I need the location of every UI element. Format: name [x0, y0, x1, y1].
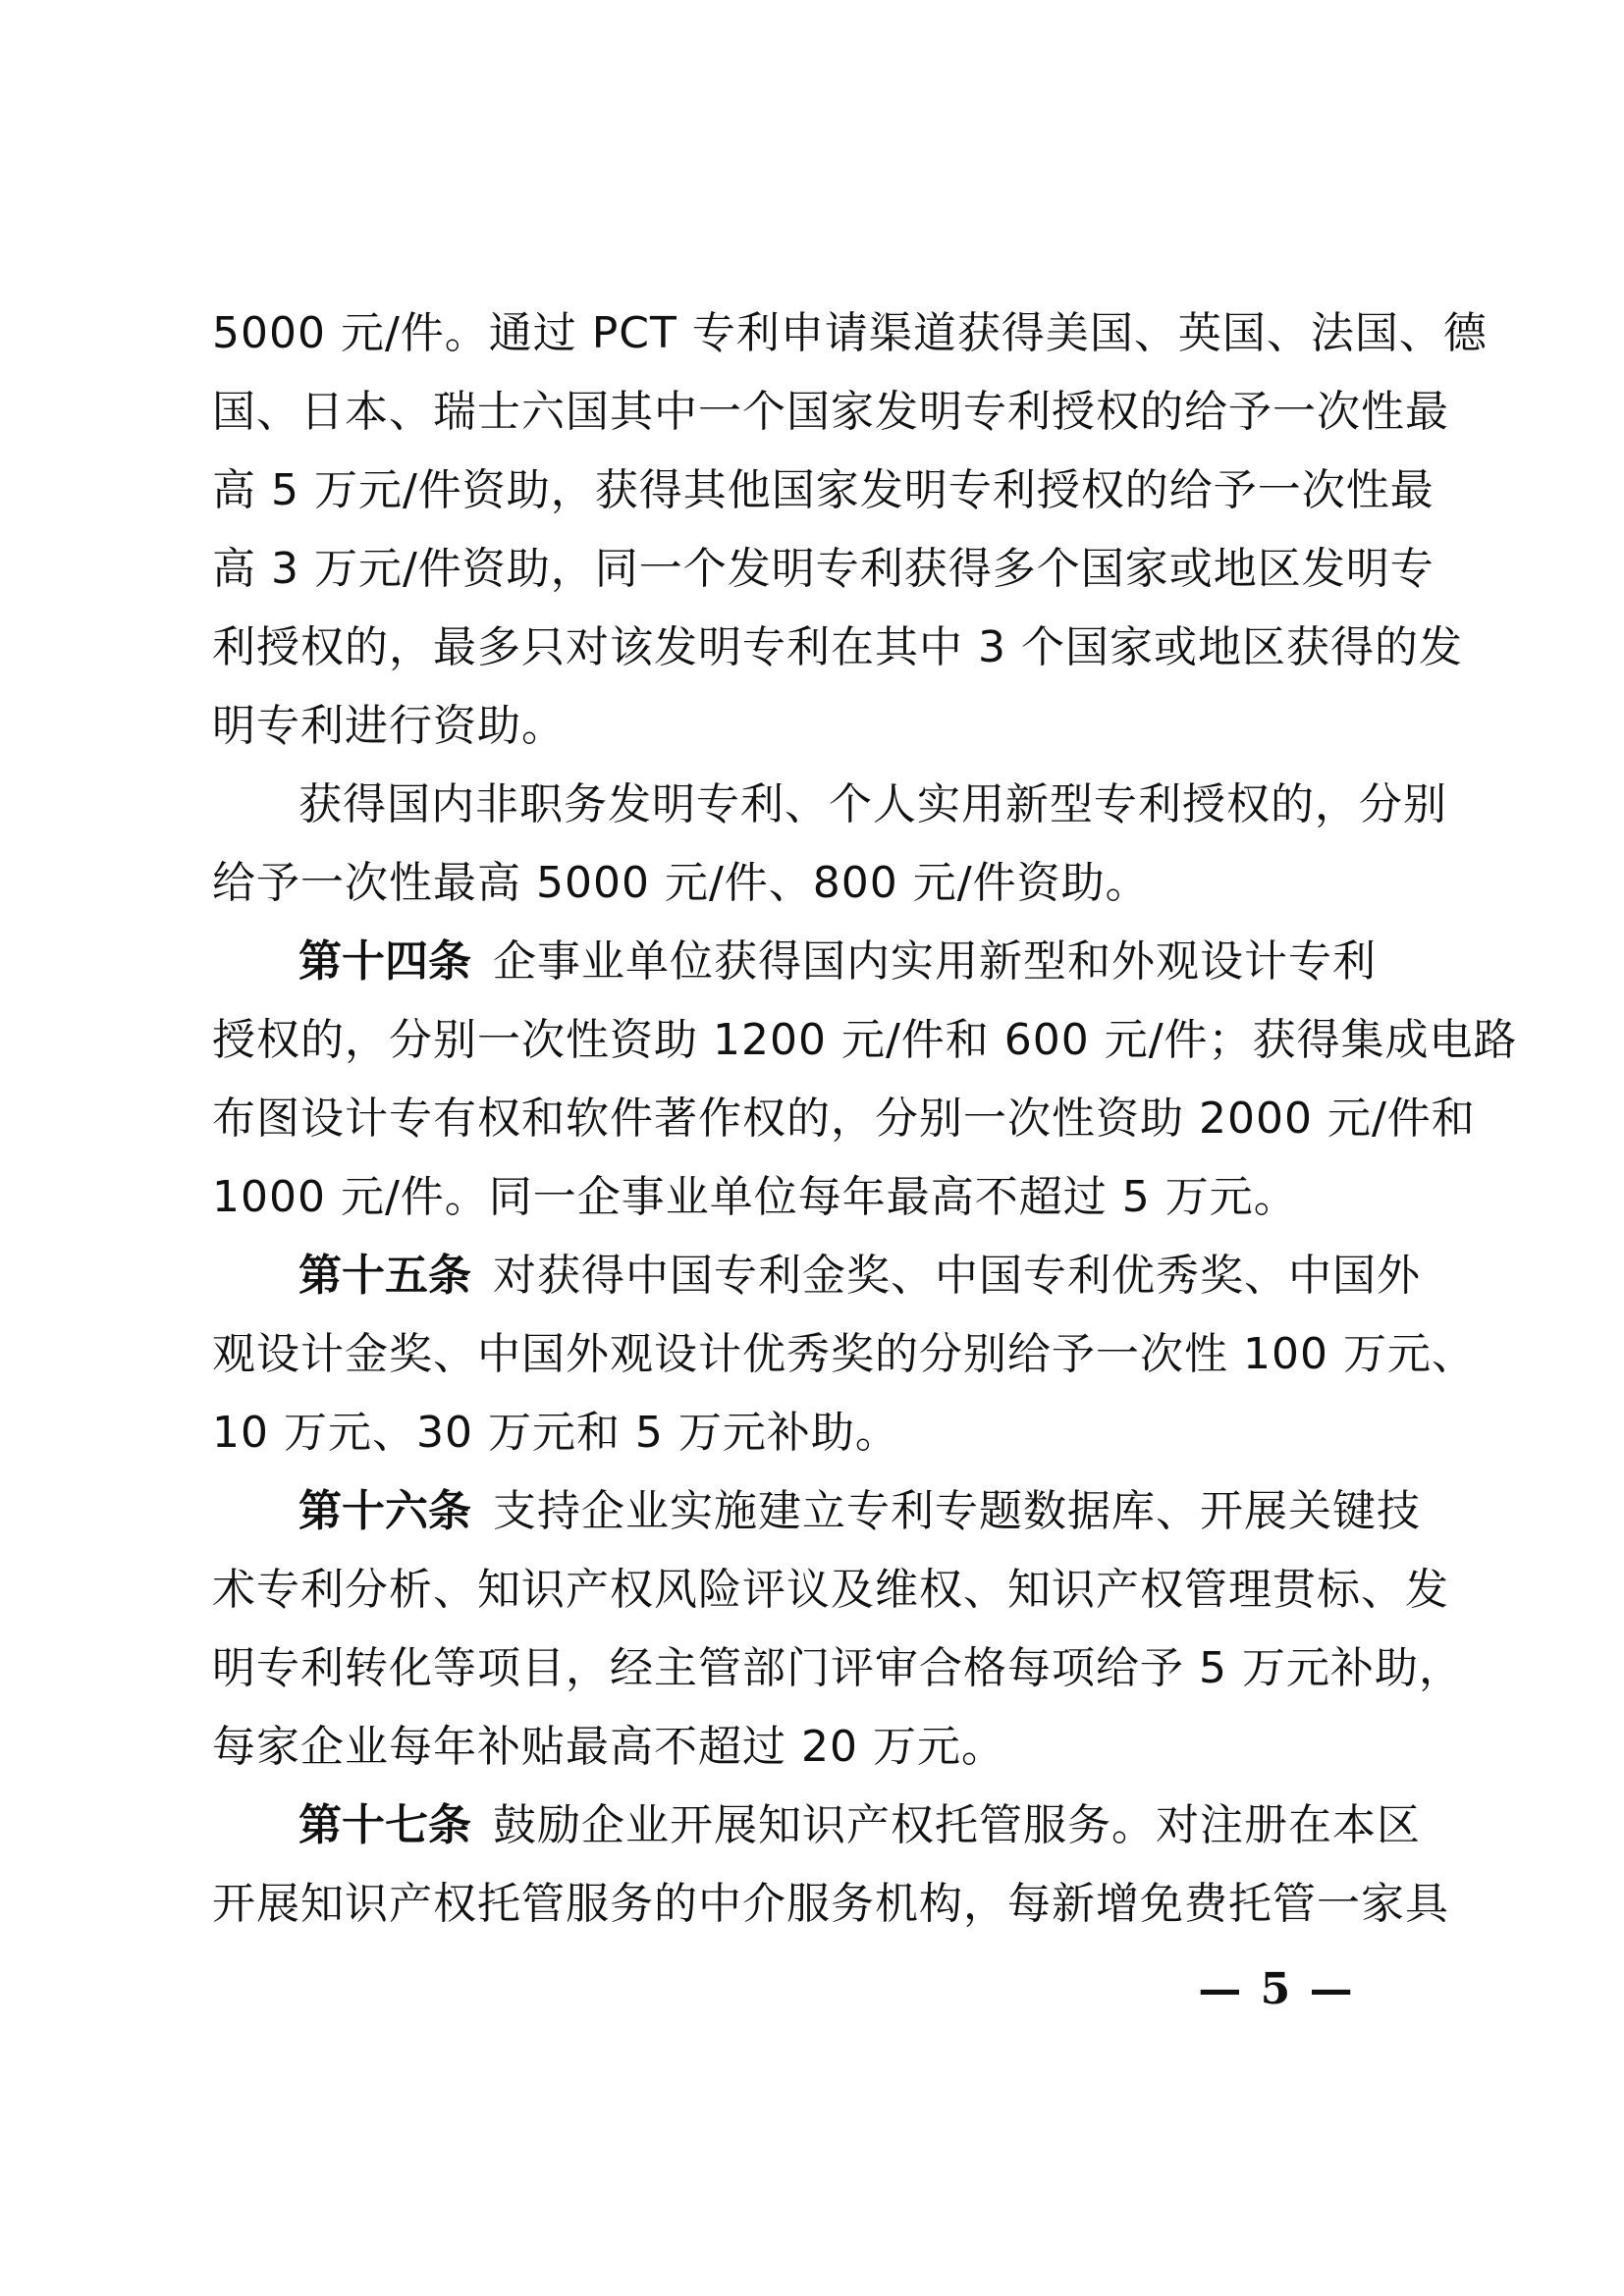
- text-line: 观设计金奖、中国外观设计优秀奖的分别给予一次性 100 万元、: [212, 1329, 1476, 1379]
- article-15-first-line: [212, 1237, 1430, 1315]
- text-line: 每家企业每年补贴最高不超过 20 万元。: [212, 1722, 1005, 1772]
- text-line: 国、日本、瑞士六国其中一个国家发明专利授权的给予一次性最: [212, 387, 1449, 437]
- text-line: 利授权的，最多只对该发明专利在其中 3 个国家或地区获得的发: [212, 622, 1463, 672]
- text-line: 5000 元/件。通过 PCT 专利申请渠道获得美国、英国、法国、德: [212, 308, 1488, 358]
- article-heading: 第十六条: [298, 1486, 471, 1536]
- text-line: 布图设计专有权和软件著作权的，分别一次性资助 2000 元/件和: [212, 1094, 1476, 1144]
- text-line: 高 5 万元/件资助，获得其他国家发明专利授权的给予一次性最: [212, 465, 1435, 515]
- text-line: 1000 元/件。同一企事业单位每年最高不超过 5 万元。: [212, 1172, 1298, 1222]
- text-line: 给予一次性最高 5000 元/件、800 元/件资助。: [212, 858, 1150, 908]
- text-line: 对获得中国专利金奖、中国专利优秀奖、中国外: [493, 1251, 1421, 1301]
- text-line: 支持企业实施建立专利专题数据库、开展关键技: [493, 1486, 1421, 1536]
- article-14-first-line: [212, 923, 1430, 1001]
- text-line: 10 万元、30 万元和 5 万元补助。: [212, 1408, 899, 1458]
- text-line: 高 3 万元/件资助，同一个发明专利获得多个国家或地区发明专: [212, 544, 1435, 594]
- text-line: 术专利分析、知识产权风险评议及维权、知识产权管理贯标、发: [212, 1565, 1449, 1615]
- document-body: [212, 294, 1518, 1944]
- article-heading: 第十五条: [298, 1251, 471, 1301]
- text-line: 授权的，分别一次性资助 1200 元/件和 600 元/件；获得集成电路: [212, 1015, 1518, 1065]
- article-17-first-line: [212, 1787, 1430, 1865]
- text-line: 明专利进行资助。: [212, 701, 566, 751]
- text-line: 获得国内非职务发明专利、个人实用新型专利授权的，分别: [298, 779, 1447, 829]
- text-line: 开展知识产权托管服务的中介服务机构，每新增免费托管一家具: [212, 1879, 1449, 1929]
- text-line: 鼓励企业开展知识产权托管服务。对注册在本区: [493, 1800, 1421, 1850]
- text-line: 明专利转化等项目，经主管部门评审合格每项给予 5 万元补助，: [212, 1643, 1463, 1693]
- text-line: 企事业单位获得国内实用新型和外观设计专利: [493, 936, 1377, 987]
- article-16-first-line: [212, 1472, 1430, 1551]
- article-heading: 第十四条: [298, 936, 471, 987]
- article-heading: 第十七条: [298, 1800, 471, 1850]
- page-number: — 5 —: [1198, 1964, 1355, 2014]
